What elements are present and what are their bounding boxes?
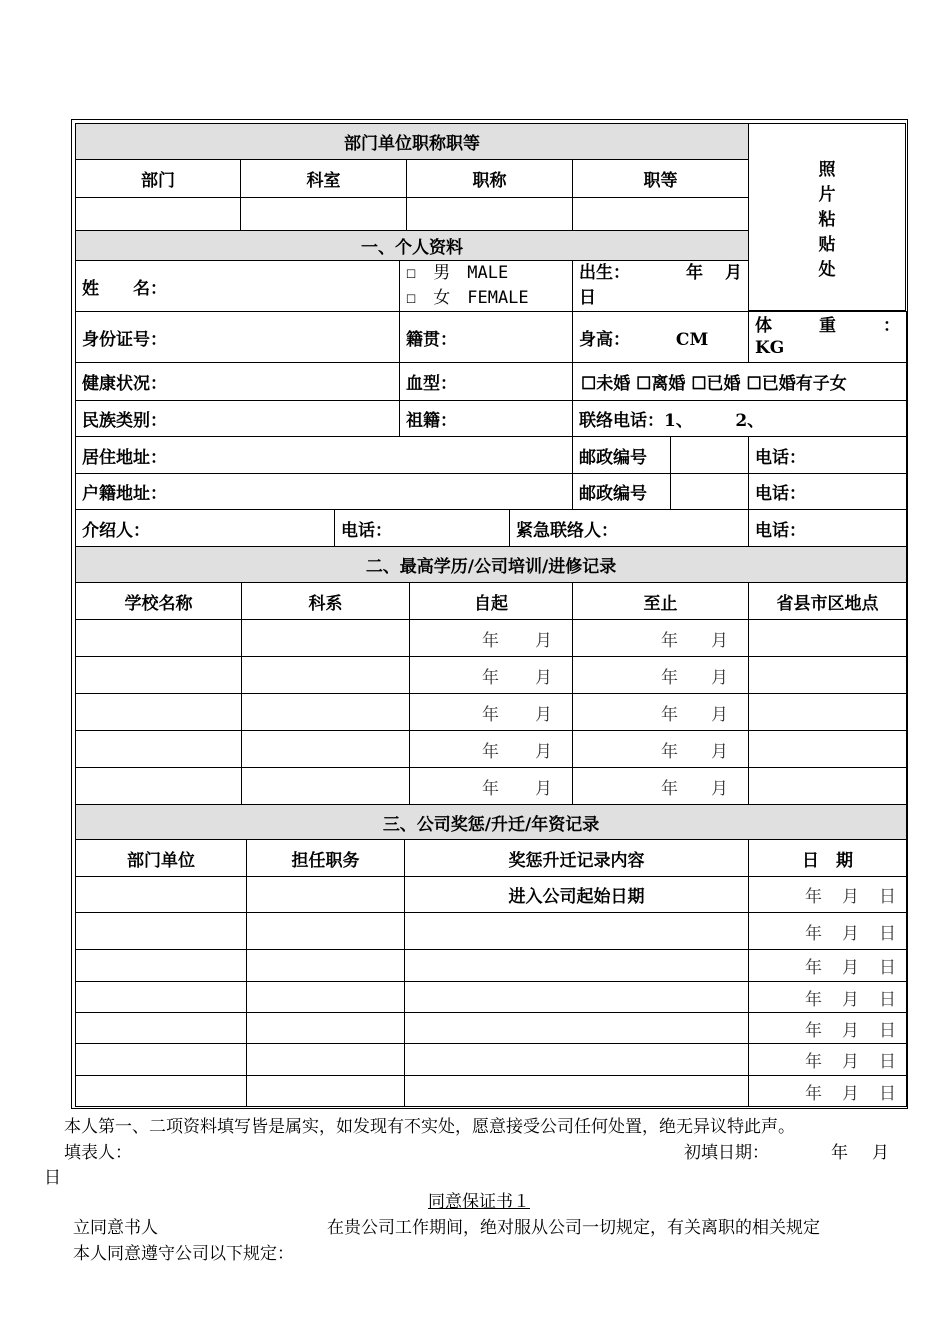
col-position: 担任职务: [247, 840, 405, 877]
birth-label: 出生：: [579, 263, 630, 283]
table-row: 年 月 日: [76, 982, 907, 1013]
personal-table: [75, 311, 907, 437]
agreement-rules: 本人同意遵守公司以下规定：: [73, 1244, 294, 1264]
career-section-title: 三、公司奖惩/升迁/年资记录: [76, 805, 907, 840]
household-postal-label: 邮政编号: [573, 474, 671, 510]
title-field[interactable]: [407, 198, 573, 231]
grade-field[interactable]: [573, 198, 749, 231]
table-row: 年 月 日: [76, 1076, 907, 1107]
ethnic-label[interactable]: 民族类别：: [76, 401, 400, 437]
col-major: 科系: [242, 583, 410, 620]
id-label[interactable]: 身份证号：: [76, 312, 400, 363]
household-label[interactable]: 户籍地址：: [76, 474, 573, 510]
education-section-title: 二、最高学历/公司培训/进修记录: [76, 547, 907, 583]
table-row: 年 月 日: [76, 1044, 907, 1076]
table-row: 年 月 年 月: [76, 694, 907, 731]
col-date: 日 期: [749, 840, 907, 877]
personal-section-title: 一、个人资料: [76, 231, 749, 261]
department-section-title: 部门单位职称职等: [76, 124, 749, 160]
gender-male[interactable]: ☐ 男 MALE: [406, 263, 509, 283]
col-from: 自起: [410, 583, 573, 620]
table-row: 年 月 年 月: [76, 657, 907, 694]
section-field[interactable]: [241, 198, 407, 231]
gender-field[interactable]: [400, 261, 573, 312]
native-label[interactable]: 籍贯：: [400, 312, 573, 363]
postal-field[interactable]: [671, 437, 749, 474]
agreement-text: 在贵公司工作期间，绝对服从公司一切规定，有关离职的相关规定: [327, 1218, 820, 1238]
start-date-label: 进入公司起始日期: [405, 877, 749, 913]
department-table: [75, 123, 749, 261]
address-label[interactable]: 居住地址：: [76, 437, 573, 474]
table-row: 年 月 年 月: [76, 731, 907, 768]
postal-label: 邮政编号: [573, 437, 671, 474]
emergency-phone[interactable]: 电话：: [749, 510, 907, 547]
col-department: 部门: [76, 160, 241, 198]
col-grade: 职等: [573, 160, 749, 198]
household-postal-field[interactable]: [671, 474, 749, 510]
table-row: 年 月 日: [76, 950, 907, 982]
career-table: [75, 804, 907, 1107]
initial-date: 初填日期： 年 月: [684, 1143, 889, 1163]
address-phone[interactable]: 电话：: [749, 437, 907, 474]
birth-field[interactable]: 出生： 年 月 日: [573, 261, 749, 312]
table-row: 年 月 日: [76, 913, 907, 950]
col-location: 省县市区地点: [749, 583, 907, 620]
table-row: 年 月 年 月: [76, 620, 907, 657]
declaration-text: 本人第一、二项资料填写皆是属实，如发现有不实处，愿意接受公司任何处置，绝无异议特此声。: [64, 1117, 795, 1137]
col-to: 至止: [573, 583, 749, 620]
table-row: 进入公司起始日期 年 月 日: [76, 877, 907, 913]
photo-box[interactable]: [748, 123, 906, 311]
table-row: 年 月 年 月: [76, 768, 907, 805]
name-row: [75, 260, 749, 312]
table-row: 年 月 日: [76, 1013, 907, 1044]
blood-label[interactable]: 血型：: [400, 363, 573, 401]
filler-label: 填表人：: [64, 1143, 132, 1163]
referrer-table: [75, 509, 907, 547]
ancestral-label[interactable]: 祖籍：: [400, 401, 573, 437]
agreement-signer: 立同意书人: [73, 1218, 158, 1238]
col-record: 奖惩升迁记录内容: [405, 840, 749, 877]
contact-phone[interactable]: 联络电话：1、 2、: [573, 401, 907, 437]
emergency-label[interactable]: 紧急联络人：: [510, 510, 749, 547]
health-label[interactable]: 健康状况：: [76, 363, 400, 401]
marital-status[interactable]: ☐未婚 ☐离婚 ☐已婚 ☐已婚有子女: [573, 363, 907, 401]
col-dept-unit: 部门单位: [76, 840, 247, 877]
agreement-title: 同意保证书１: [428, 1192, 530, 1212]
department-field[interactable]: [76, 198, 241, 231]
referrer-phone[interactable]: 电话：: [335, 510, 510, 547]
address-table: [75, 436, 907, 510]
col-section: 科室: [241, 160, 407, 198]
col-title: 职称: [407, 160, 573, 198]
height-field[interactable]: 身高： CM: [573, 312, 749, 363]
photo-label: 照 片 粘 贴 处: [818, 160, 836, 280]
name-label: 姓 名：: [76, 261, 400, 312]
education-table: [75, 546, 907, 805]
gender-female[interactable]: ☐ 女 FEMALE: [406, 288, 529, 308]
household-phone[interactable]: 电话：: [749, 474, 907, 510]
weight-field[interactable]: 体 重 ： KG: [749, 312, 907, 363]
col-school: 学校名称: [76, 583, 242, 620]
initial-date-day: 日: [44, 1168, 61, 1188]
referrer-label[interactable]: 介绍人：: [76, 510, 335, 547]
